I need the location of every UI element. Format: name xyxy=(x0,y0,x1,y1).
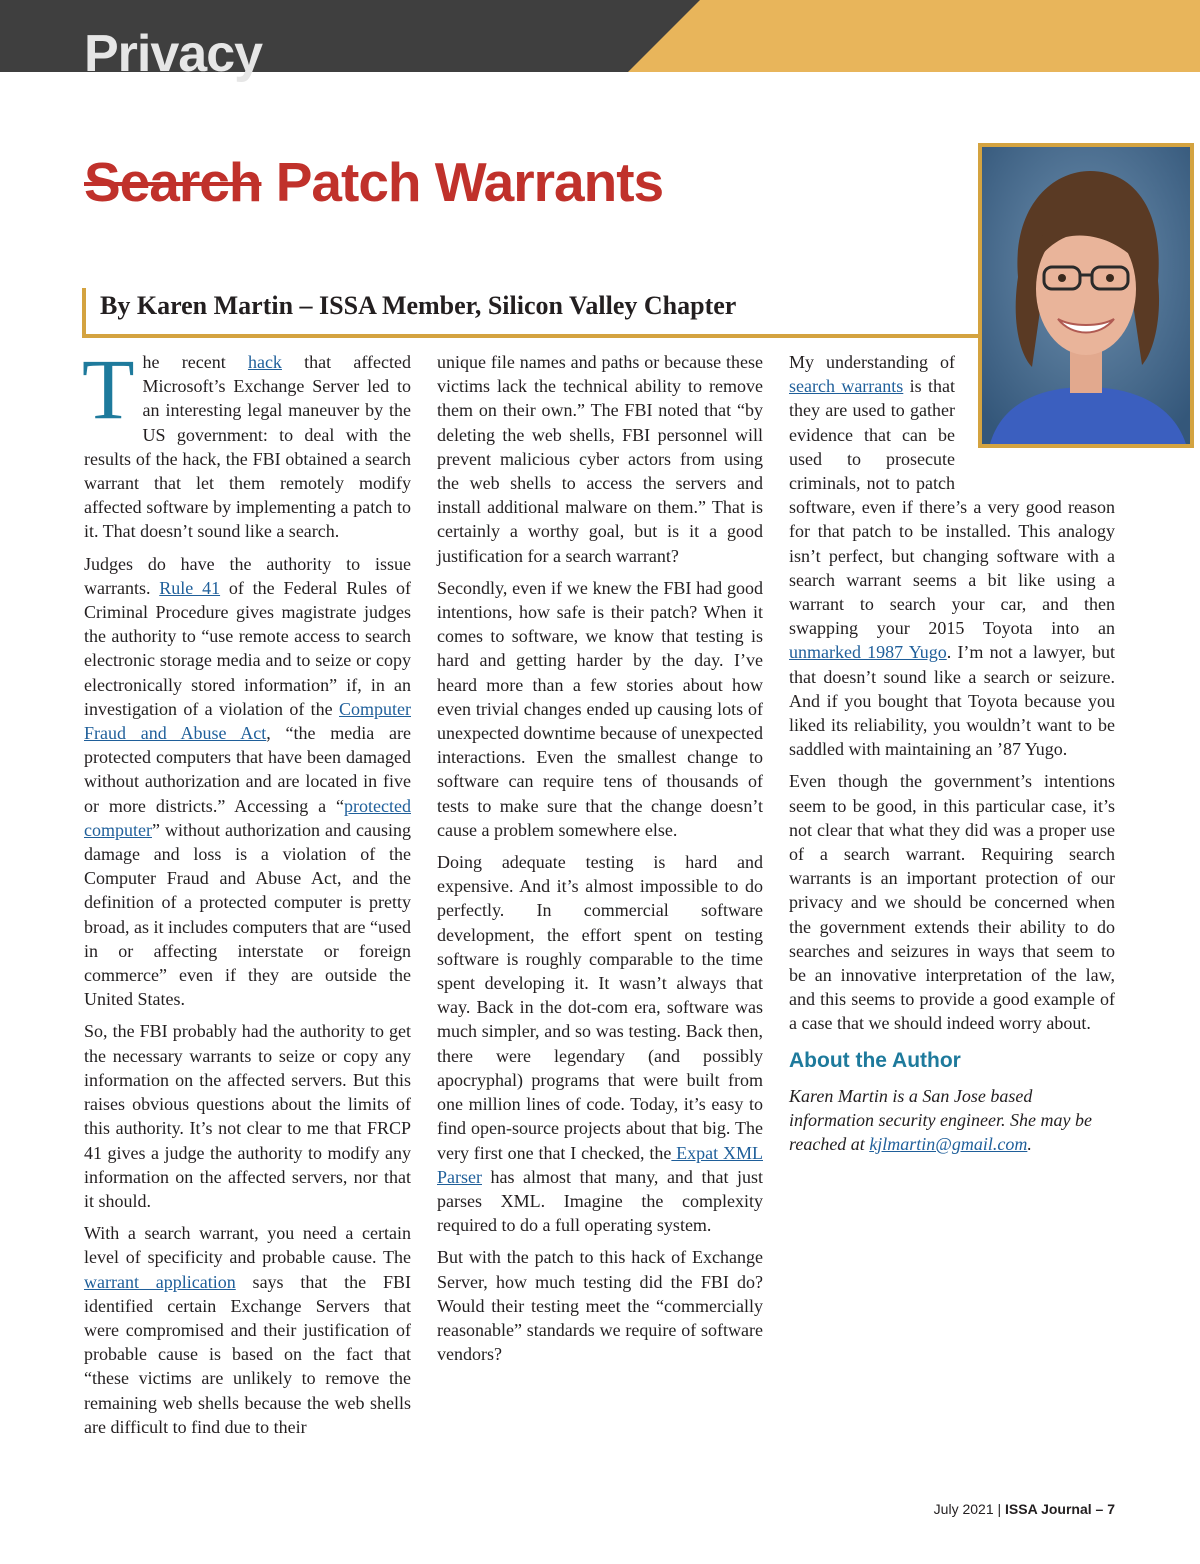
footer-date: July 2021 xyxy=(933,1501,994,1517)
link-protected-computer[interactable]: protected computer xyxy=(84,795,411,840)
paragraph-text: , “the media are protected computers that have been damaged without authorization and are located in five or more districts.” Accessing a “ xyxy=(84,723,412,816)
paragraph xyxy=(82,341,411,544)
paragraph: unique file names and paths or because these victims lack the technical ability to remove them on their own.” The FBI noted that “by deleting the web shells, FBI personnel will prevent malicious cyber actors from using the web shells to access the servers and install additional malware on them.” That is certainly a worthy goal, but is it a good justification for a search warrant? xyxy=(437,352,763,566)
paragraph-text: of the Federal Rules of Criminal Procedure gives magistrate judges the authority to “use remote access to search electronic storage media and to seize or copy electronically stored information” if, in an investigation of a violation of the xyxy=(84,577,412,719)
byline-rule-vertical xyxy=(82,288,86,338)
paragraph-text: Judges do have the authority to issue warrants. xyxy=(84,553,411,598)
bio-text: Karen Martin is a San Jose based information security engineer. She may be reached at xyxy=(789,1085,1092,1155)
paragraph xyxy=(84,1221,411,1439)
paragraph-text: With a search warrant, you need a certain level of specificity and probable cause. The xyxy=(84,1223,411,1268)
paragraph: So, the FBI probably had the authority to get the necessary warrants to seize or copy any information on the affected servers. But this raises obvious questions about the limits of this authority. It’s not clear to me that FRCP 41 gives a judge the authority to modify any information on the affected servers, nor that it should. xyxy=(84,1021,411,1211)
drop-cap: T xyxy=(82,341,135,437)
author-bio xyxy=(789,1084,1115,1157)
author-email-link[interactable]: kjlmartin@gmail.com xyxy=(869,1134,1028,1155)
paragraph xyxy=(437,850,763,1237)
paragraph: But with the patch to this hack of Exchange Server, how much testing did the FBI do? Would their testing meet the “commercially reasonable” standards we require of software vendors? xyxy=(437,1247,763,1365)
photo-wrap-spacer xyxy=(955,350,1115,472)
title-struck-word: Search xyxy=(84,151,262,213)
link-unmarked-1987-yugo[interactable]: unmarked 1987 Yugo xyxy=(789,642,947,663)
paragraph-text: My understanding of xyxy=(789,352,955,372)
link-warrant-application[interactable]: warrant application xyxy=(84,1271,236,1292)
title-main-text: Patch Warrants xyxy=(275,151,664,213)
byline-rule-horizontal xyxy=(82,334,978,338)
article-column-1 xyxy=(82,341,412,1447)
page-footer xyxy=(934,1499,1115,1519)
paragraph xyxy=(84,552,411,1012)
header-accent-stripe xyxy=(628,0,1200,72)
section-title: Privacy xyxy=(84,25,263,83)
about-author-heading: About the Author xyxy=(789,1048,961,1072)
link-computer-fraud-abuse-act[interactable]: Computer Fraud and Abuse Act xyxy=(84,698,411,744)
link-expat-xml-parser[interactable]: Expat XML Parser xyxy=(437,1142,763,1187)
paragraph-text: has almost that many, and that just parses XML. Imagine the complexity required to do a full operating system. xyxy=(437,1166,763,1236)
bio-text: . xyxy=(1027,1134,1032,1155)
article-column-3 xyxy=(789,350,1115,1164)
footer-journal-page: ISSA Journal – 7 xyxy=(1005,1501,1115,1517)
link-hack[interactable]: hack xyxy=(247,352,282,372)
paragraph: Secondly, even if we knew the FBI had good intentions, how safe is their patch? When it comes to software, we know that testing is hard and getting harder by the day. I’ve heard more than a few stories about how even trivial changes ended up causing lots of unexpected downtime because of unexpected interactions. Even the smallest change to software can require tens of thousands of tests to make sure that the change doesn’t cause a problem somewhere else. xyxy=(437,577,763,840)
paragraph-text: ” without authorization and causing damage and loss is a violation of the Computer Fraud and Abuse Act, and the definition of a protected computer is pretty broad, as it includes computers that are “used in or affecting interstate or foreign commerce” even if they are outside the United States. xyxy=(84,819,411,1010)
link-search-warrants[interactable]: search warrants xyxy=(789,376,904,397)
paragraph-text: that affected Microsoft’s Exchange Server led to an interesting legal maneuver by the US government: to deal with the results of the hack, the FBI obtained a search warrant that let them remotely modify affected software by implementing a patch to it. That doesn’t sound like a search. xyxy=(84,352,411,542)
byline: By Karen Martin – ISSA Member, Silicon Valley Chapter xyxy=(100,291,737,320)
paragraph-text: he recent xyxy=(142,352,248,372)
paragraph-text: is that they are used to gather evidence that can be used to prosecute criminals, not to patch software, even if there’s a very good reason for that patch to be installed. This analogy isn’t perfect, but changing software with a search warrant seems a bit like using a warrant to search your car, and then swapping your 2015 Toyota into an xyxy=(789,376,1115,639)
article-title xyxy=(84,150,663,214)
paragraph-text: . I’m not a lawyer, but that doesn’t sound like a search or seizure. And if you bought that Toyota because you liked its reliability, you wouldn’t want to be saddled with maintaining an ’87 Yugo. xyxy=(789,642,1116,760)
article-column-2 xyxy=(437,350,763,1374)
footer-separator: | xyxy=(993,1501,1006,1517)
paragraph: Even though the government’s intentions seem to be good, in this particular case, it’s not clear that what they did was a proper use of a search warrant. Requiring search warrants is an important protection of our privacy and we should be concerned when the government extends their ability to do searches and seizures in ways that seem to be an innovative interpretation of the law, and this seems to provide a good example of a case that we should indeed worry about. xyxy=(789,771,1115,1034)
link-rule-41[interactable]: Rule 41 xyxy=(159,577,221,598)
paragraph-text: says that the FBI identified certain Exchange Servers that were compromised and their justification of probable cause is based on the fact that “these victims are unlikely to remove the remaining web shells because the web shells are difficult to find due to their xyxy=(84,1271,411,1437)
paragraph-text: Doing adequate testing is hard and expensive. And it’s almost impossible to do perfectly. In commercial software development, the effort spent on testing software is roughly comparable to the time spent developing it. It wasn’t always that way. Back in the dot-com era, software was much simpler, and so was testing. Back then, there were legendary (and possibly apocryphal) programs that were built from one million lines of code. Today, it’s easy to find open-source projects about that big. The very first one that I checked, the xyxy=(437,852,763,1163)
